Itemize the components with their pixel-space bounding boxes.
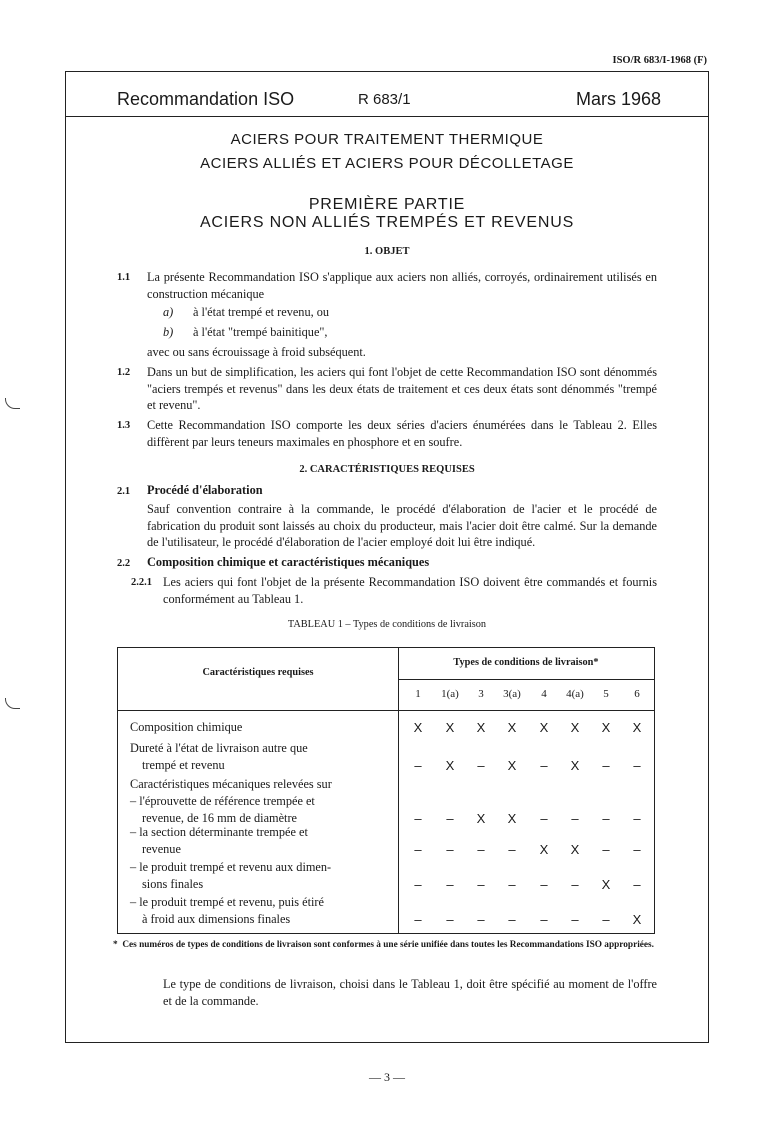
clause-1-2-text: Dans un but de simplification, les aciers qui font l'objet de cette Recommandation ISO sont dénommés "aciers trempés et revenus" dans les deux états de traitement et ces deux états sont dénommés "trempé et revenu". — [147, 365, 657, 412]
mark-required: X — [570, 720, 580, 735]
clause-2-1-text: Sauf convention contraire à la commande, le procédé d'élaboration de l'acier et le procédé de fabrication du produit sont laissés au choix du producteur, mais l'acier doit être calmé. Sur la demande de l'utilisateur, le procédé d'élaboration de l'acier employé doit lui être indiqué. — [147, 502, 657, 549]
table-caption-text: TABLEAU 1 – Types de conditions de livraison — [287, 619, 487, 630]
mark-not-required: – — [446, 912, 454, 928]
mark-required: X — [507, 720, 517, 735]
section-2-heading: 2. CARACTÉRISTIQUES REQUISES — [299, 464, 475, 475]
closing-paragraph: Le type de conditions de livraison, choisi dans le Tableau 1, doit être spécifié au moment de l'offre et de la commande. — [163, 977, 657, 1008]
clause-1-1-text: La présente Recommandation ISO s'applique aux aciers non alliés, corroyés, ordinairement utilisés en construction mécanique — [147, 270, 657, 301]
mark-not-required: – — [508, 912, 516, 928]
column-number: 4 — [541, 688, 547, 700]
mark-not-required: – — [633, 877, 641, 893]
row-label: à froid aux dimensions finales — [142, 912, 291, 927]
mark-not-required: – — [602, 842, 610, 858]
column-number: 1(a) — [441, 688, 459, 700]
page-number: — 3 — — [369, 1070, 405, 1084]
row-label: trempé et revenu — [142, 758, 225, 773]
mark-not-required: – — [477, 842, 485, 858]
mark-not-required: – — [602, 811, 610, 827]
mark-required: X — [476, 811, 486, 827]
mark-not-required: – — [540, 877, 548, 893]
mark-required: X — [601, 720, 611, 735]
clause-number: 1.1 — [117, 272, 131, 283]
mark-required: X — [476, 720, 486, 735]
document-reference: ISO/R 683/I-1968 (F) — [612, 55, 707, 66]
column-number: 3(a) — [503, 688, 521, 700]
footnote-star: * — [113, 940, 118, 950]
header-number: R 683/1 — [358, 91, 411, 108]
row-label: – le produit trempé et revenu aux dimen- — [130, 860, 332, 874]
footnote-text: Ces numéros de types de conditions de livraison sont conformes à une série unifiée dans toutes les Recommandations ISO appropriées. — [122, 940, 654, 950]
row-label: Caractéristiques mécaniques relevées sur — [130, 777, 332, 791]
clause-2-2-title: Composition chimique et caractéristiques mécaniques — [147, 555, 430, 569]
title-line-1: ACIERS POUR TRAITEMENT THERMIQUE — [230, 131, 544, 148]
mark-not-required: – — [414, 811, 422, 827]
column-number: 6 — [634, 688, 640, 700]
table-header-rule — [398, 679, 654, 680]
mark-not-required: – — [508, 842, 516, 858]
mark-required: X — [507, 811, 517, 827]
mark-required: X — [445, 758, 455, 774]
title-line-2: ACIERS ALLIÉS ET ACIERS POUR DÉCOLLETAGE — [200, 155, 574, 172]
mark-not-required: – — [508, 877, 516, 893]
delivery-conditions-table — [117, 647, 655, 934]
mark-not-required: – — [540, 811, 548, 827]
mark-required: X — [632, 720, 642, 735]
item-b-text: à l'état "trempé bainitique", — [193, 325, 328, 339]
mark-not-required: – — [446, 842, 454, 858]
mark-not-required: – — [414, 842, 422, 858]
mark-required: X — [632, 912, 642, 928]
mark-required: X — [413, 720, 423, 735]
header-recommendation: Recommandation ISO — [117, 89, 295, 109]
clause-2-2-1-text: Les aciers qui font l'objet de la présente Recommandation ISO doivent être commandés et fournis conformément au Tableau 1. — [163, 575, 657, 606]
header-bottom-rule — [65, 116, 709, 117]
table-vertical-rule — [398, 648, 399, 933]
column-number: 3 — [478, 688, 484, 700]
table-caption — [65, 619, 709, 630]
column-number: 4(a) — [566, 688, 584, 700]
mark-required: X — [445, 720, 455, 735]
mark-not-required: – — [477, 912, 485, 928]
mark-not-required: – — [571, 877, 579, 893]
mark-required: X — [570, 758, 580, 774]
header-top-rule — [65, 71, 709, 72]
mark-not-required: – — [477, 758, 485, 774]
clause-number: 1.3 — [117, 420, 131, 431]
section-1-heading: 1. OBJET — [364, 246, 410, 257]
clause-number: 2.2.1 — [131, 577, 152, 588]
table-header-right: Types de conditions de livraison* — [453, 657, 599, 668]
mark-not-required: – — [446, 877, 454, 893]
header-date: Mars 1968 — [576, 89, 662, 109]
mark-not-required: – — [414, 758, 422, 774]
row-label: sions finales — [142, 877, 204, 892]
column-number: 1 — [415, 688, 421, 700]
mark-not-required: – — [446, 811, 454, 827]
clause-number: 2.2 — [117, 558, 131, 569]
margin-mark — [5, 698, 20, 709]
mark-required: X — [539, 720, 549, 735]
row-label: – la section déterminante trempée et — [130, 825, 308, 839]
row-label: Composition chimique — [130, 720, 243, 734]
mark-not-required: – — [602, 758, 610, 774]
mark-not-required: – — [414, 912, 422, 928]
clause-2-1-title: Procédé d'élaboration — [147, 483, 263, 497]
part-label: PREMIÈRE PARTIE — [308, 196, 466, 213]
table-footnote — [113, 940, 658, 951]
margin-mark — [5, 398, 20, 409]
table-body-rule — [118, 710, 654, 711]
clause-number: 2.1 — [117, 486, 131, 497]
row-label: revenue, de 16 mm de diamètre — [142, 811, 298, 826]
item-a-label: a) — [163, 305, 174, 319]
row-label: Dureté à l'état de livraison autre que — [130, 741, 308, 755]
row-label: revenue — [142, 842, 181, 857]
mark-required: X — [539, 842, 549, 858]
clause-1-3-text: Cette Recommandation ISO comporte les deux séries d'aciers énumérées dans le Tableau 2. Elles diffèrent par leurs teneurs maximales en phosphore et en soufre. — [147, 418, 657, 449]
mark-required: X — [601, 877, 611, 893]
clause-number: 1.2 — [117, 367, 131, 378]
mark-not-required: – — [571, 912, 579, 928]
column-number: 5 — [603, 688, 609, 700]
part-title: ACIERS NON ALLIÉS TREMPÉS ET REVENUS — [199, 214, 575, 231]
table-header-left: Caractéristiques requises — [202, 667, 314, 678]
row-label: – le produit trempé et revenu, puis étiré — [130, 895, 324, 909]
mark-not-required: – — [540, 912, 548, 928]
mark-not-required: – — [477, 877, 485, 893]
mark-required: X — [507, 758, 517, 774]
item-a-text: à l'état trempé et revenu, ou — [193, 305, 330, 319]
mark-not-required: – — [633, 811, 641, 827]
mark-not-required: – — [540, 758, 548, 774]
mark-not-required: – — [602, 912, 610, 928]
clause-1-1-end: avec ou sans écrouissage à froid subséquent. — [147, 345, 366, 359]
item-b-label: b) — [163, 325, 174, 339]
mark-not-required: – — [414, 877, 422, 893]
mark-not-required: – — [633, 758, 641, 774]
mark-not-required: – — [571, 811, 579, 827]
mark-required: X — [570, 842, 580, 858]
row-label: – l'éprouvette de référence trempée et — [130, 794, 315, 809]
mark-not-required: – — [633, 842, 641, 858]
